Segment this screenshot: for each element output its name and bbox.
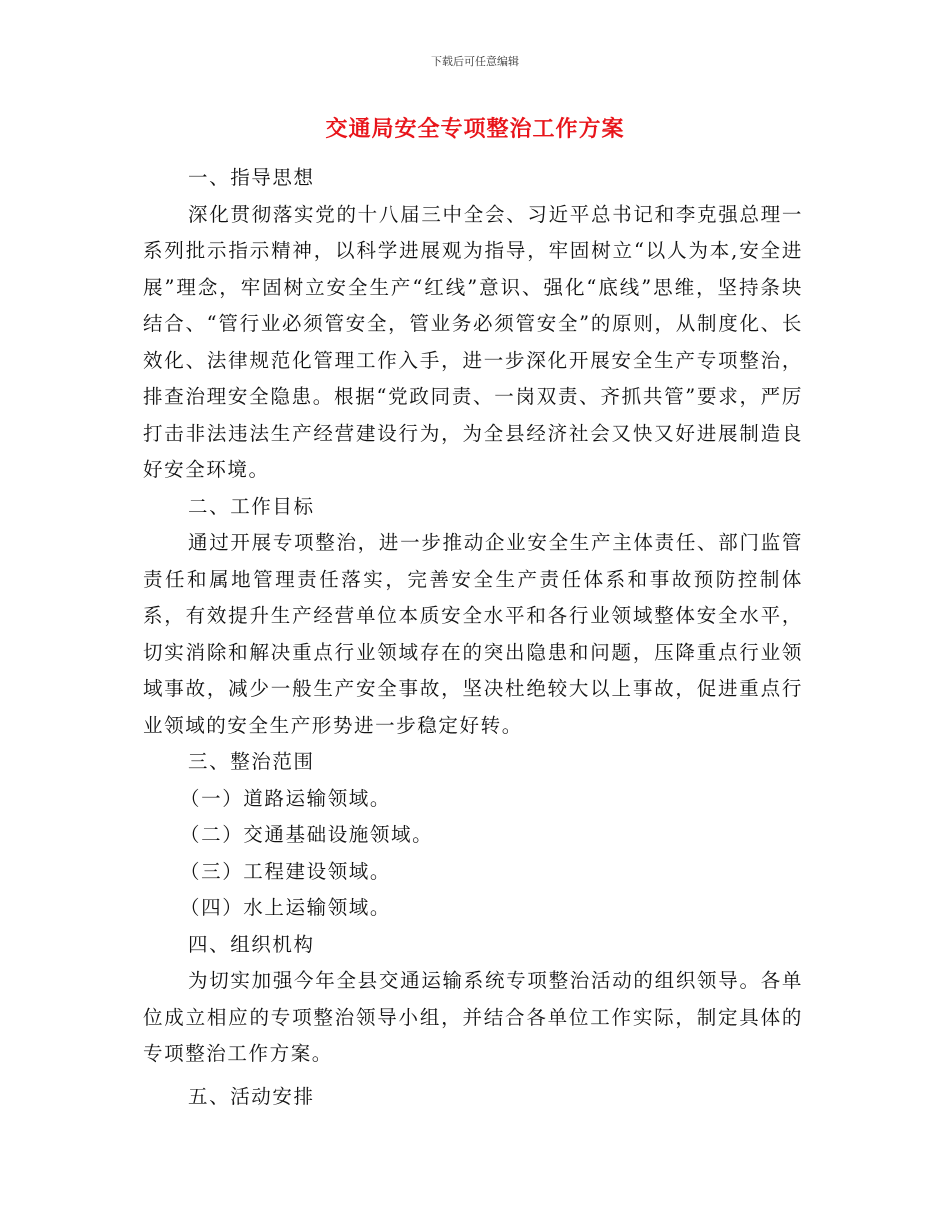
section-heading-organization: 四、组织机构 [188,932,315,956]
document-body [143,160,803,1115]
section-paragraph-work-goals: 通过开展专项整治，进一步推动企业安全生产主体责任、部门监管责任和属地管理责任落实，完善安全生产责任体系和事故预防控制体系，有效提升生产经营单位本质安全水平和各行业领域整体安全水平，切实消除和解决重点行业领域存在的突出隐患和问题，压降重点行业领域事故，减少一般生产安全事故，坚决杜绝较大以上事故，促进重点行业领域的安全生产形势进一步稳定好转。 [143,531,803,737]
section-heading-guiding-ideology: 一、指导思想 [188,166,315,189]
header-note: 下载后可任意编辑 [431,55,519,68]
scope-item: （三）工程建设领域。 [180,859,392,883]
section-paragraph-guiding-ideology: 深化贯彻落实党的十八届三中全会、习近平总书记和李克强总理一系列批示指示精神，以科学进展观为指导，牢固树立“以人为本,安全进展”理念，牢固树立安全生产“红线”意识、强化“底线”思维，坚持条块结合、“管行业必须管安全，管业务必须管安全”的原则，从制度化、长效化、法律规范化管理工作入手，进一步深化开展安全生产专项整治，排查治理安全隐患。根据“党政同责、一岗双责、齐抓共管”要求，严厉打击非法违法生产经营建设行为，为全县经济社会又快又好进展制造良好安全环境。 [143,202,803,481]
section-paragraph-organization: 为切实加强今年全县交通运输系统专项整治活动的组织领导。各单位成立相应的专项整治领导小组，并结合各单位工作实际，制定具体的专项整治工作方案。 [143,969,803,1065]
scope-item: （四）水上运输领域。 [180,896,392,919]
scope-item: （二）交通基础设施领域。 [180,823,434,846]
section-heading-scope: 三、整治范围 [188,750,315,773]
section-heading-work-goals: 二、工作目标 [188,494,315,518]
document-title: 交通局安全专项整治工作方案 [325,116,625,142]
section-heading-activities: 五、活动安排 [188,1084,315,1108]
scope-item: （一）道路运输领域。 [180,786,392,810]
